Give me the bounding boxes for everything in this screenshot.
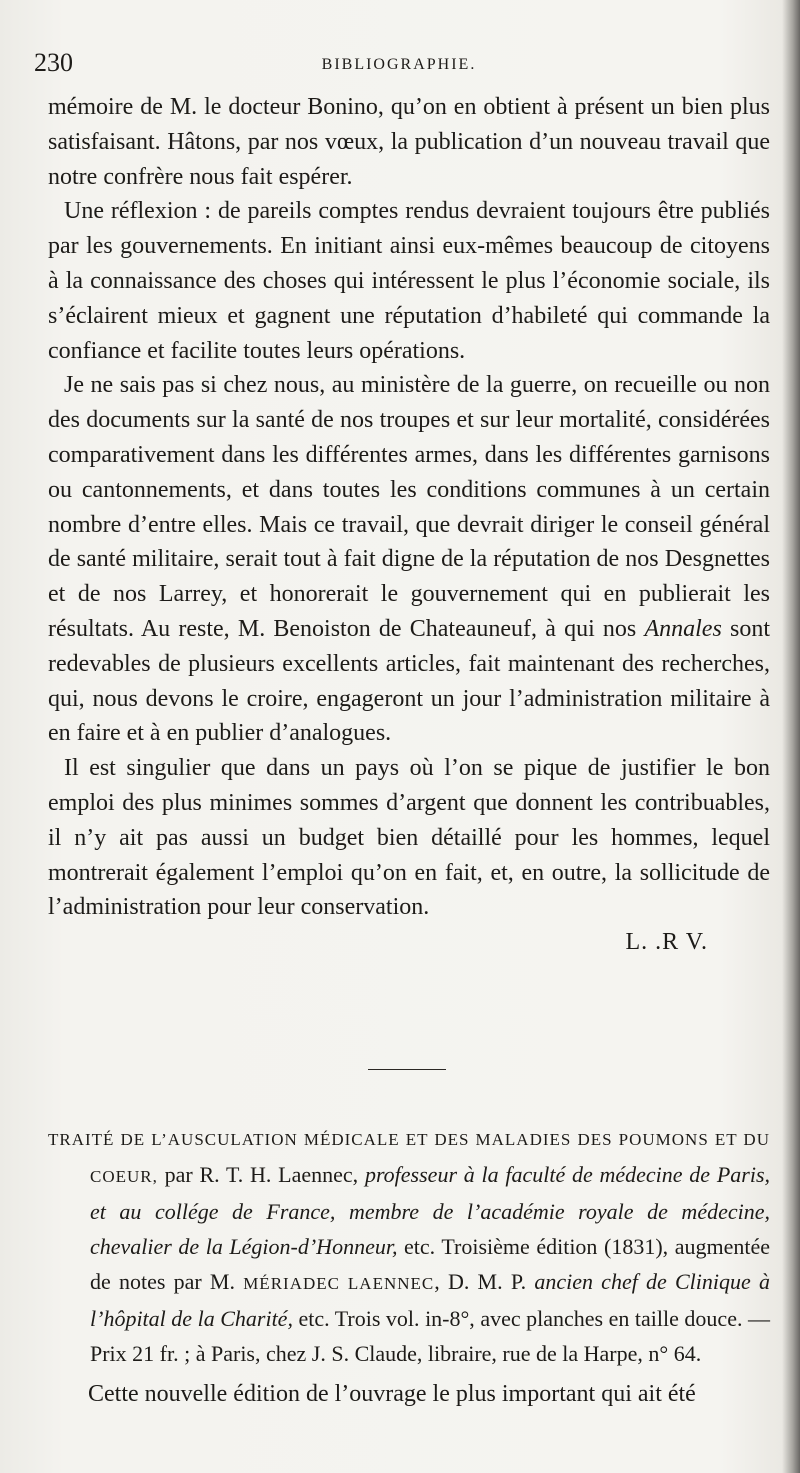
review-title: TRAITÉ DE L’AUSCULATION MÉDICALE ET DES MALADIES DES POUMONS ET DU COEUR,: [48, 1130, 770, 1186]
page-header: [34, 48, 764, 82]
author-role: professeur à la faculté de médecine de Paris, et au collége de France, membre de l’académie royale de médecine, chevalier de la Légion-d’Honneur,: [90, 1162, 770, 1259]
section-divider: [368, 1069, 446, 1070]
running-title: BIBLIOGRAPHIE.: [321, 56, 477, 73]
paragraph-ministere-text-2: sont redevables de plusieurs excellents articles, fait maintenant des recherches, qui, nous devons le croire, engageront un jour l’administration militaire à en faire et à en publier d’analogues.: [48, 615, 770, 747]
review-author: par R. T. H. Laennec,: [157, 1162, 365, 1187]
signature: L. .R V.: [625, 929, 708, 956]
bibliographic-entry: [48, 1120, 770, 1371]
review-paragraph: Cette nouvelle édition de l’ouvrage le plus important qui ait été: [88, 1381, 696, 1407]
paragraph-ministere: [48, 368, 770, 751]
main-text: [48, 90, 770, 960]
edition-info: etc. Troisième édition (1831), augmentée de notes par M.: [90, 1234, 771, 1294]
book-review: [48, 1120, 770, 1412]
editor-role: ancien chef de Clinique à l’hôpital de la Charité,: [90, 1269, 770, 1331]
paragraph-budget: Il est singulier que dans un pays où l’on se pique de justifier le bon emploi des plus minimes sommes d’argent que donnent les contribuables, il n’y ait pas aussi un budget bien détaillé pour les hommes, lequel montrerait également l’emploi qu’on en fait, et, en outre, la sollicitude de l’administration pour leur conservation.: [48, 755, 770, 921]
paragraph-ministere-text-1: Je ne sais pas si chez nous, au ministère de la guerre, on recueille ou non des documents sur la santé de nos troupes et sur leur mortalité, considérées comparativement dans les différentes armes, dans les différentes garnisons ou cantonnements, et dans toutes les conditions communes à un certain nombre d’entre elles. Mais ce travail, que devrait diriger le conseil général de santé militaire, serait tout à fait digne de la réputation de nos Desgnettes et de nos Larrey, et honorerait le gouvernement qui en publierait les résultats. Au reste, M. Benoiston de Chateauneuf, à qui nos: [48, 372, 770, 642]
paragraph-reflexion: Une réflexion : de pareils comptes rendus devraient toujours être publiés par les gouvernements. En initiant ainsi eux-mêmes beaucoup de citoyens à la connaissance des choses qui intéressent le plus l’économie sociale, ils s’éclairent mieux et gagnent une réputation d’habileté qui commande la confiance et facilite toutes leurs opérations.: [48, 198, 770, 364]
annales-italic: Annales: [644, 615, 722, 642]
editor-name: MÉRIADEC LAENNEC: [243, 1274, 435, 1293]
page-number: 230: [34, 48, 73, 77]
publication-details: etc. Trois vol. in-8°, avec planches en taille douce. — Prix 21 fr. ; à Paris, chez J. S. Claude, libraire, rue de la Harpe, n° 64.: [90, 1306, 770, 1366]
editor-degree: , D. M. P.: [434, 1269, 535, 1294]
paragraph-continuation: mémoire de M. le docteur Bonino, qu’on en obtient à présent un bien plus satisfaisant. Hâtons, par nos vœux, la publication d’un nouveau travail que notre confrère nous fait espérer.: [48, 94, 770, 190]
page-edge-shadow: [782, 0, 800, 1473]
